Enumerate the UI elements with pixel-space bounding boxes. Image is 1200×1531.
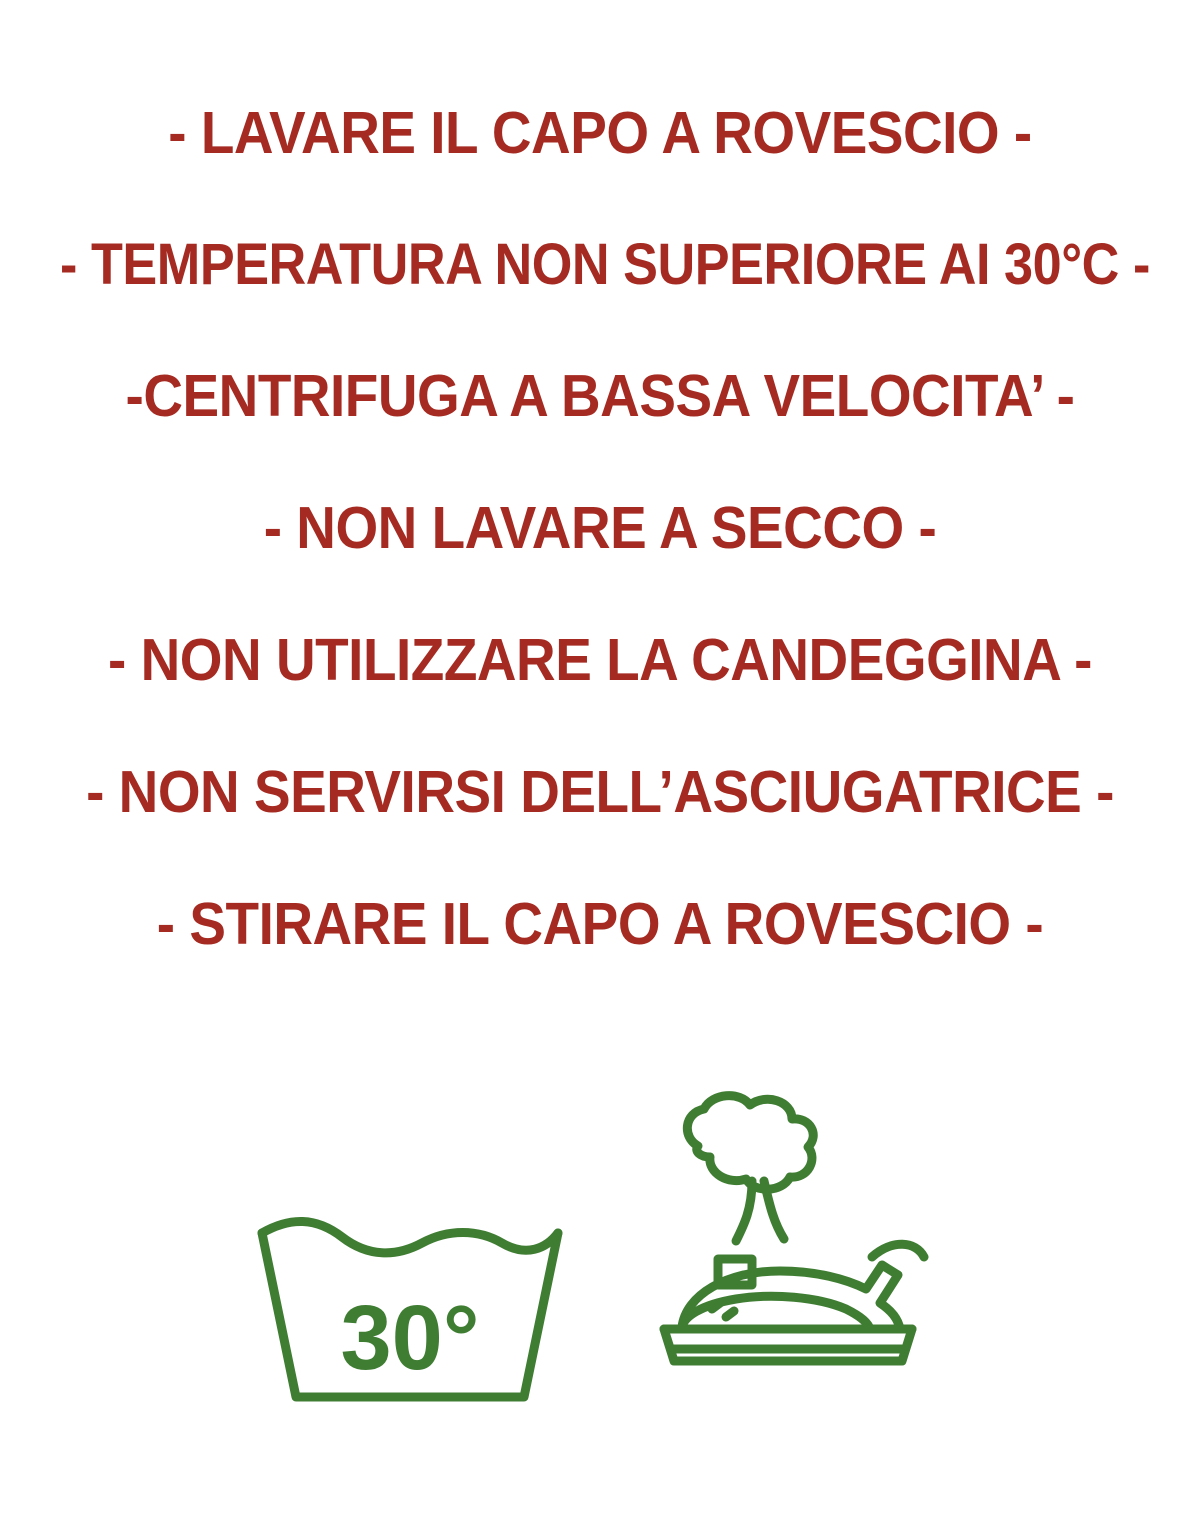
care-instruction-line-2: - TEMPERATURA NON SUPERIORE AI 30°C - <box>60 232 1150 297</box>
care-instruction-line-5: - NON UTILIZZARE LA CANDEGGINA - <box>108 627 1092 693</box>
care-instruction-line-7: - STIRARE IL CAPO A ROVESCIO - <box>156 891 1044 957</box>
care-instruction-line-1: - LAVARE IL CAPO A ROVESCIO - <box>168 100 1032 166</box>
wash-tub-30-icon <box>250 1209 570 1409</box>
care-instruction-line-3: -CENTRIFUGA A BASSA VELOCITA’ - <box>125 363 1075 429</box>
care-instruction-line-6: - NON SERVIRSI DELL’ASCIUGATRICE - <box>86 759 1114 825</box>
wash-temperature-label: 30° <box>340 1287 480 1389</box>
care-symbols-row <box>0 1089 1200 1409</box>
steam-iron-icon <box>640 1089 950 1409</box>
care-instruction-line-4: - NON LAVARE A SECCO - <box>263 495 937 561</box>
